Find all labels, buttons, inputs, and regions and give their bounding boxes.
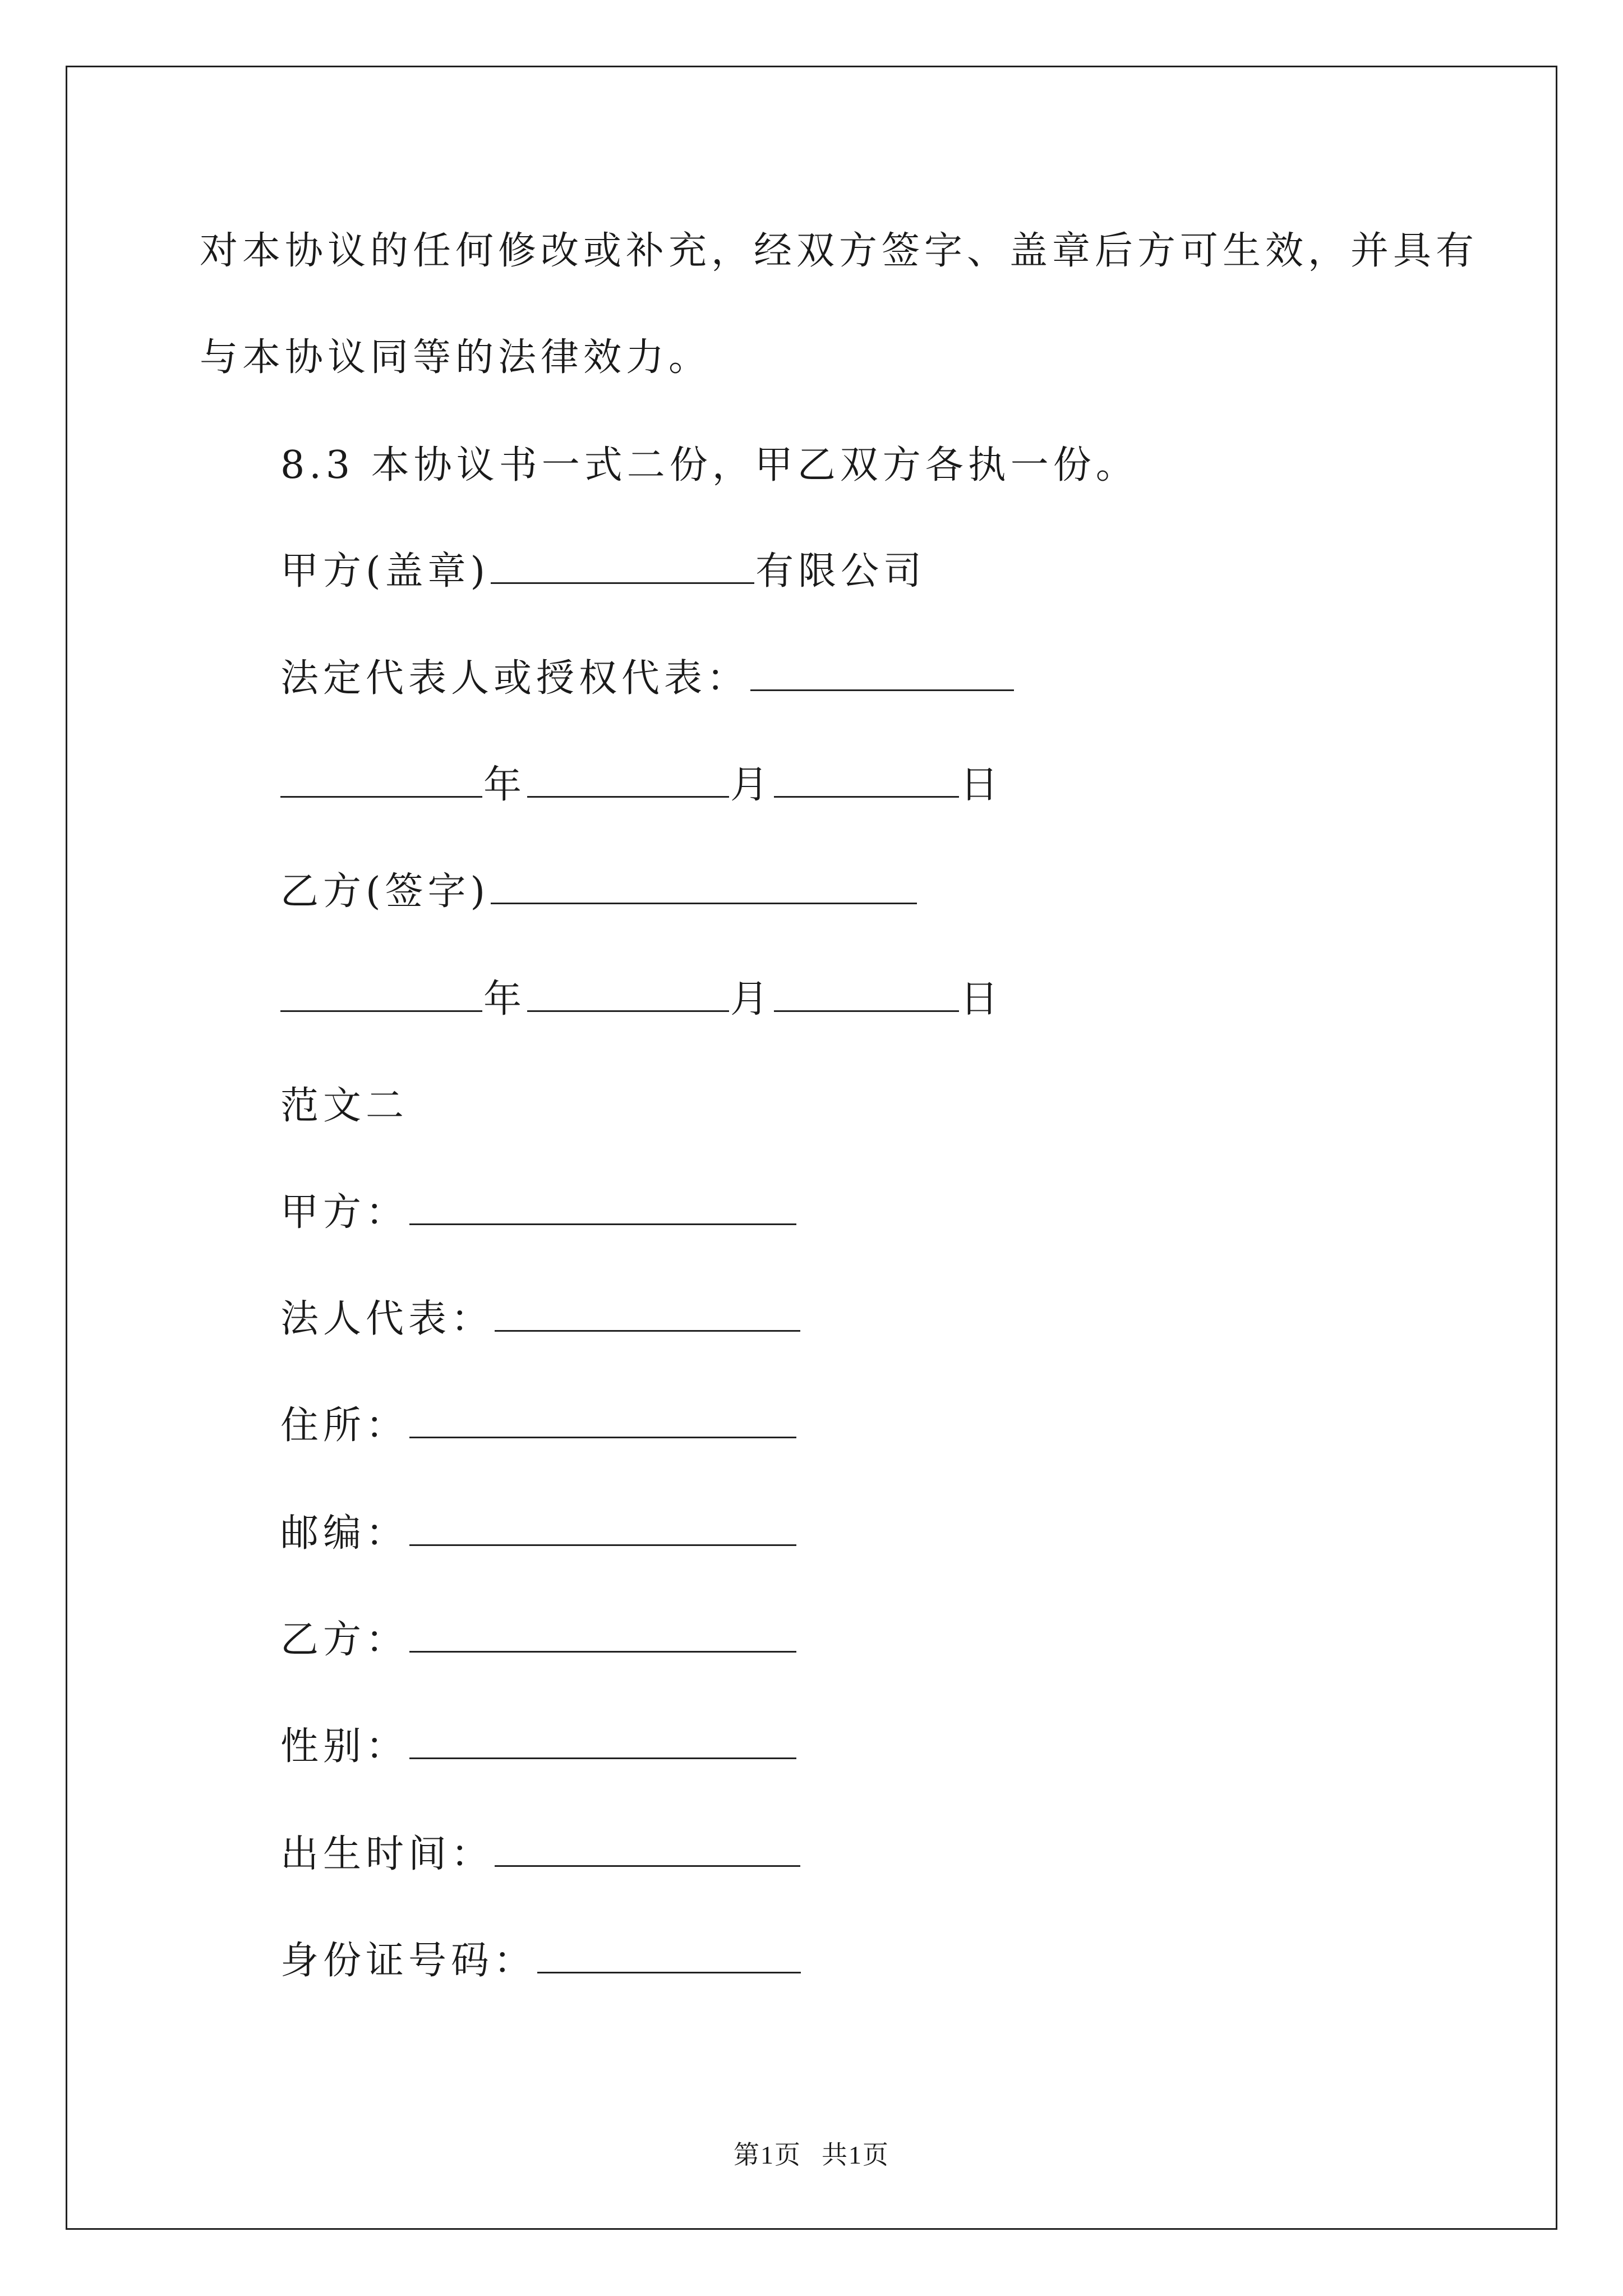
party-a-label: 甲方： (280, 1190, 409, 1235)
party-a-row (280, 1190, 797, 1235)
page-number: 第1页 (734, 2141, 801, 2169)
day-label-1: 日 (960, 763, 1003, 807)
gender-row (280, 1724, 797, 1769)
legal-rep-row (280, 656, 1015, 701)
gender-blank[interactable] (409, 1729, 796, 1759)
year-label-1: 年 (483, 763, 527, 807)
day-blank-1[interactable] (774, 768, 959, 798)
gender-label: 性别： (280, 1724, 409, 1769)
paragraph-line-1: 对本协议的任何修改或补充，经双方签字、盖章后方可生效，并具有 (200, 229, 1479, 273)
month-blank-1[interactable] (527, 768, 729, 798)
section-title: 范文二 (280, 1084, 409, 1128)
month-blank-2[interactable] (527, 982, 729, 1012)
month-label-1: 月 (730, 763, 773, 807)
birth-time-blank[interactable] (495, 1837, 800, 1867)
party-b-sign-label: 乙方(签字) (280, 869, 490, 914)
party-b-row (280, 1618, 797, 1662)
company-suffix: 有限公司 (755, 549, 926, 593)
birth-time-row (280, 1832, 801, 1876)
party-b-label: 乙方： (280, 1618, 409, 1662)
party-b-blank[interactable] (409, 1623, 796, 1653)
page-border (66, 66, 1557, 2230)
id-number-row (280, 1939, 802, 1983)
party-a-blank[interactable] (409, 1195, 796, 1225)
birth-time-label: 出生时间： (280, 1832, 494, 1876)
party-a-seal-label: 甲方(盖章) (280, 549, 490, 593)
postcode-row (280, 1511, 797, 1556)
day-blank-2[interactable] (774, 982, 959, 1012)
day-label-2: 日 (960, 977, 1003, 1022)
paragraph-line-2: 与本协议同等的法律效力。 (200, 335, 712, 380)
legal-rep-label: 法定代表人或授权代表： (280, 656, 750, 701)
postcode-label: 邮编： (280, 1511, 409, 1556)
address-blank[interactable] (409, 1409, 796, 1438)
legal-rep-field-blank[interactable] (495, 1302, 800, 1332)
address-label: 住所： (280, 1404, 409, 1448)
year-label-2: 年 (483, 977, 527, 1022)
page-total: 共1页 (822, 2141, 889, 2169)
id-number-label: 身份证号码： (280, 1939, 537, 1983)
legal-rep-blank[interactable] (750, 661, 1014, 691)
date-row-2 (280, 977, 1003, 1022)
party-a-name-blank[interactable] (491, 554, 754, 584)
legal-rep-field-label: 法人代表： (280, 1297, 494, 1341)
month-label-2: 月 (730, 977, 773, 1022)
year-blank-2[interactable] (280, 982, 482, 1012)
id-number-blank[interactable] (537, 1944, 801, 1973)
party-a-seal-row (280, 549, 926, 593)
postcode-blank[interactable] (409, 1516, 796, 1546)
year-blank-1[interactable] (280, 768, 482, 798)
party-b-sign-blank[interactable] (491, 875, 917, 904)
party-b-sign-row (280, 869, 918, 914)
address-row (280, 1404, 797, 1448)
clause-8-3: 8.3 本协议书一式二份，甲乙双方各执一份。 (280, 443, 1138, 487)
page-footer (0, 2134, 1623, 2171)
date-row-1 (280, 763, 1003, 807)
legal-rep-field-row (280, 1297, 801, 1341)
